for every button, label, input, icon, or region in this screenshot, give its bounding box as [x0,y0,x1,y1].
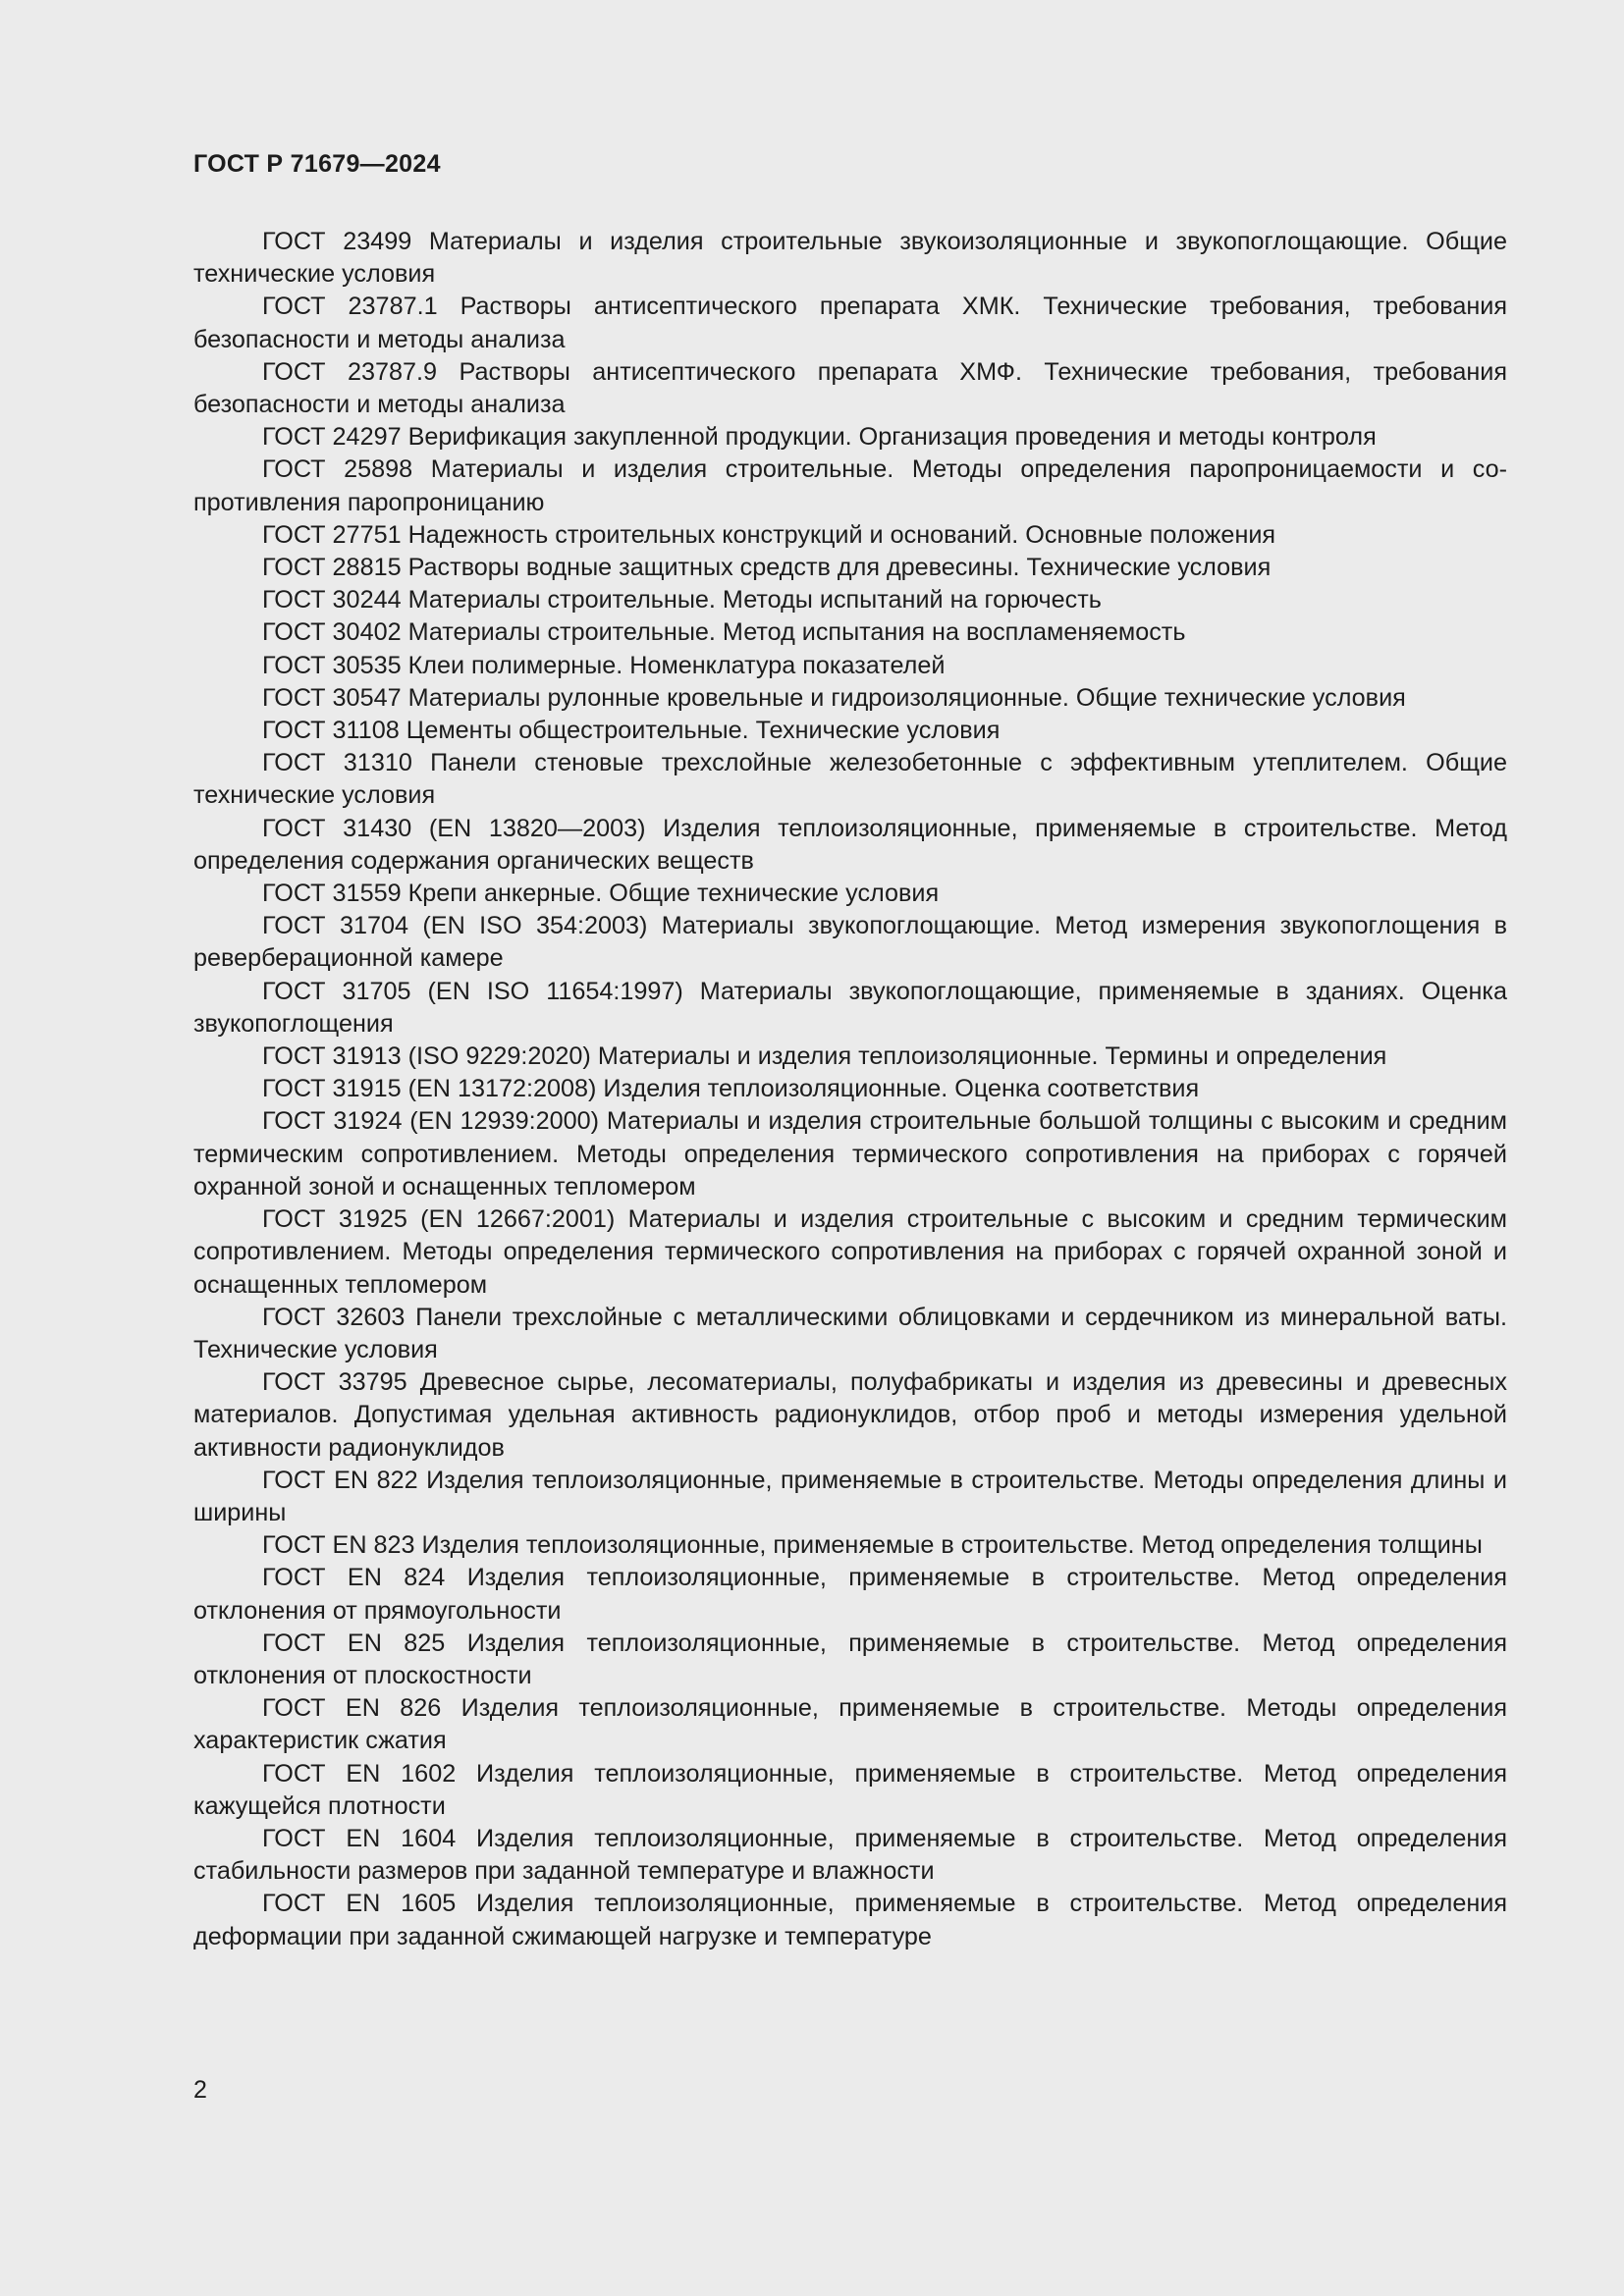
reference-item: ГОСТ EN 822 Изделия теплоизоляционные, применяемые в строительстве. Методы определения длины и ширины [193,1466,1507,1526]
normative-references-list [193,226,1507,1953]
reference-item: ГОСТ 23499 Материалы и изделия строительные звукоизоляционные и звукопоглощающие. Общие технические условия [193,228,1507,289]
reference-item: ГОСТ 30535 Клеи полимерные. Номенклатура показателей [262,651,946,679]
reference-item: ГОСТ 31430 (EN 13820—2003) Изделия теплоизоляционные, применяемые в строительстве. Метод определения содержания органических веществ [193,814,1507,875]
reference-item: ГОСТ 31108 Цементы общестроительные. Технические условия [262,717,1001,745]
reference-item: ГОСТ 30547 Материалы рулонные кровельные и гидроизоляционные. Общие технические условия [262,683,1406,712]
reference-item: ГОСТ 31925 (EN 12667:2001) Материалы и изделия строительные с высоким и средним термическим сопротивлением. Методы определения термического сопротивления на приборах с горячей охранной зоной и оснащенных тепломером [193,1205,1507,1299]
page-number: 2 [193,2076,207,2104]
reference-item: ГОСТ 30244 Материалы строительные. Методы испытаний на горючесть [262,586,1102,614]
reference-item: ГОСТ 31705 (EN ISO 11654:1997) Материалы звукопоглощающие, применяемые в зданиях. Оценка звукопоглощения [193,977,1507,1038]
reference-item: ГОСТ 31913 (ISO 9229:2020) Материалы и изделия теплоизоляционные. Термины и определения [262,1042,1387,1071]
reference-item: ГОСТ EN 824 Изделия теплоизоляционные, применяемые в строительстве. Метод определения отклонения от прямоугольности [193,1564,1507,1625]
reference-item: ГОСТ 32603 Панели трехслойные с металлическими облицовками и сердечником из минеральной ваты. Технические условия [193,1303,1507,1363]
reference-item: ГОСТ 33795 Древесное сырье, лесоматериалы, полуфабрикаты и изделия из древесины и древесных материалов. Допустимая удельная активность радионуклидов, отбор проб и методы измерения удельной активности радионуклидов [193,1368,1507,1462]
reference-item: ГОСТ 30402 Материалы строительные. Метод испытания на воспламеняемость [262,618,1186,647]
reference-item: ГОСТ 31559 Крепи анкерные. Общие технические условия [262,880,940,908]
reference-item: ГОСТ 27751 Надежность строительных конструкций и оснований. Основные положения [262,520,1276,549]
reference-item: ГОСТ 28815 Растворы водные защитных средств для древесины. Технические условия [262,554,1272,582]
reference-item: ГОСТ 24297 Верификация закупленной продукции. Организация проведения и методы контроля [262,423,1377,452]
reference-item: ГОСТ 31915 (EN 13172:2008) Изделия теплоизоляционные. Оценка соответствия [262,1075,1200,1103]
reference-item: ГОСТ EN 826 Изделия теплоизоляционные, применяемые в строительстве. Методы определения характеристик сжатия [193,1694,1507,1755]
reference-item: ГОСТ EN 1605 Изделия теплоизоляционные, применяемые в строительстве. Метод определения деформации при заданной сжимающей нагрузке и температуре [193,1890,1507,1950]
page-header-standard-id: ГОСТ Р 71679—2024 [193,150,441,178]
reference-item: ГОСТ 31704 (EN ISO 354:2003) Материалы звукопоглощающие. Метод измерения звукопоглощения в реверберационной камере [193,912,1507,973]
reference-item: ГОСТ EN 825 Изделия теплоизоляционные, применяемые в строительстве. Метод определения отклонения от плоскостности [193,1629,1507,1689]
reference-item: ГОСТ EN 1604 Изделия теплоизоляционные, применяемые в строительстве. Метод определения стабильности размеров при заданной температуре и влажности [193,1824,1507,1886]
reference-item: ГОСТ 31924 (EN 12939:2000) Материалы и изделия строительные большой толщины с высоким и средним термическим сопротивлением. Методы определения термического сопротивления на приборах с горячей охранной зоной и оснащенных тепломером [193,1107,1507,1201]
reference-item: ГОСТ 23787.9 Растворы антисептического препарата ХМФ. Технические требования, требования безопасности и методы анализа [193,357,1507,419]
reference-item: ГОСТ 25898 Материалы и изделия строительные. Методы определения паропроницаемости и сопротивления паропроницанию [193,455,1507,516]
reference-item: ГОСТ EN 1602 Изделия теплоизоляционные, применяемые в строительстве. Метод определения кажущейся плотности [193,1759,1507,1820]
reference-item: ГОСТ 23787.1 Растворы антисептического препарата ХМК. Технические требования, требования безопасности и методы анализа [193,293,1507,353]
reference-item: ГОСТ 31310 Панели стеновые трехслойные железобетонные с эффективным утеплителем. Общие технические условия [193,749,1507,810]
reference-item: ГОСТ EN 823 Изделия теплоизоляционные, применяемые в строительстве. Метод определения толщины [262,1531,1483,1560]
